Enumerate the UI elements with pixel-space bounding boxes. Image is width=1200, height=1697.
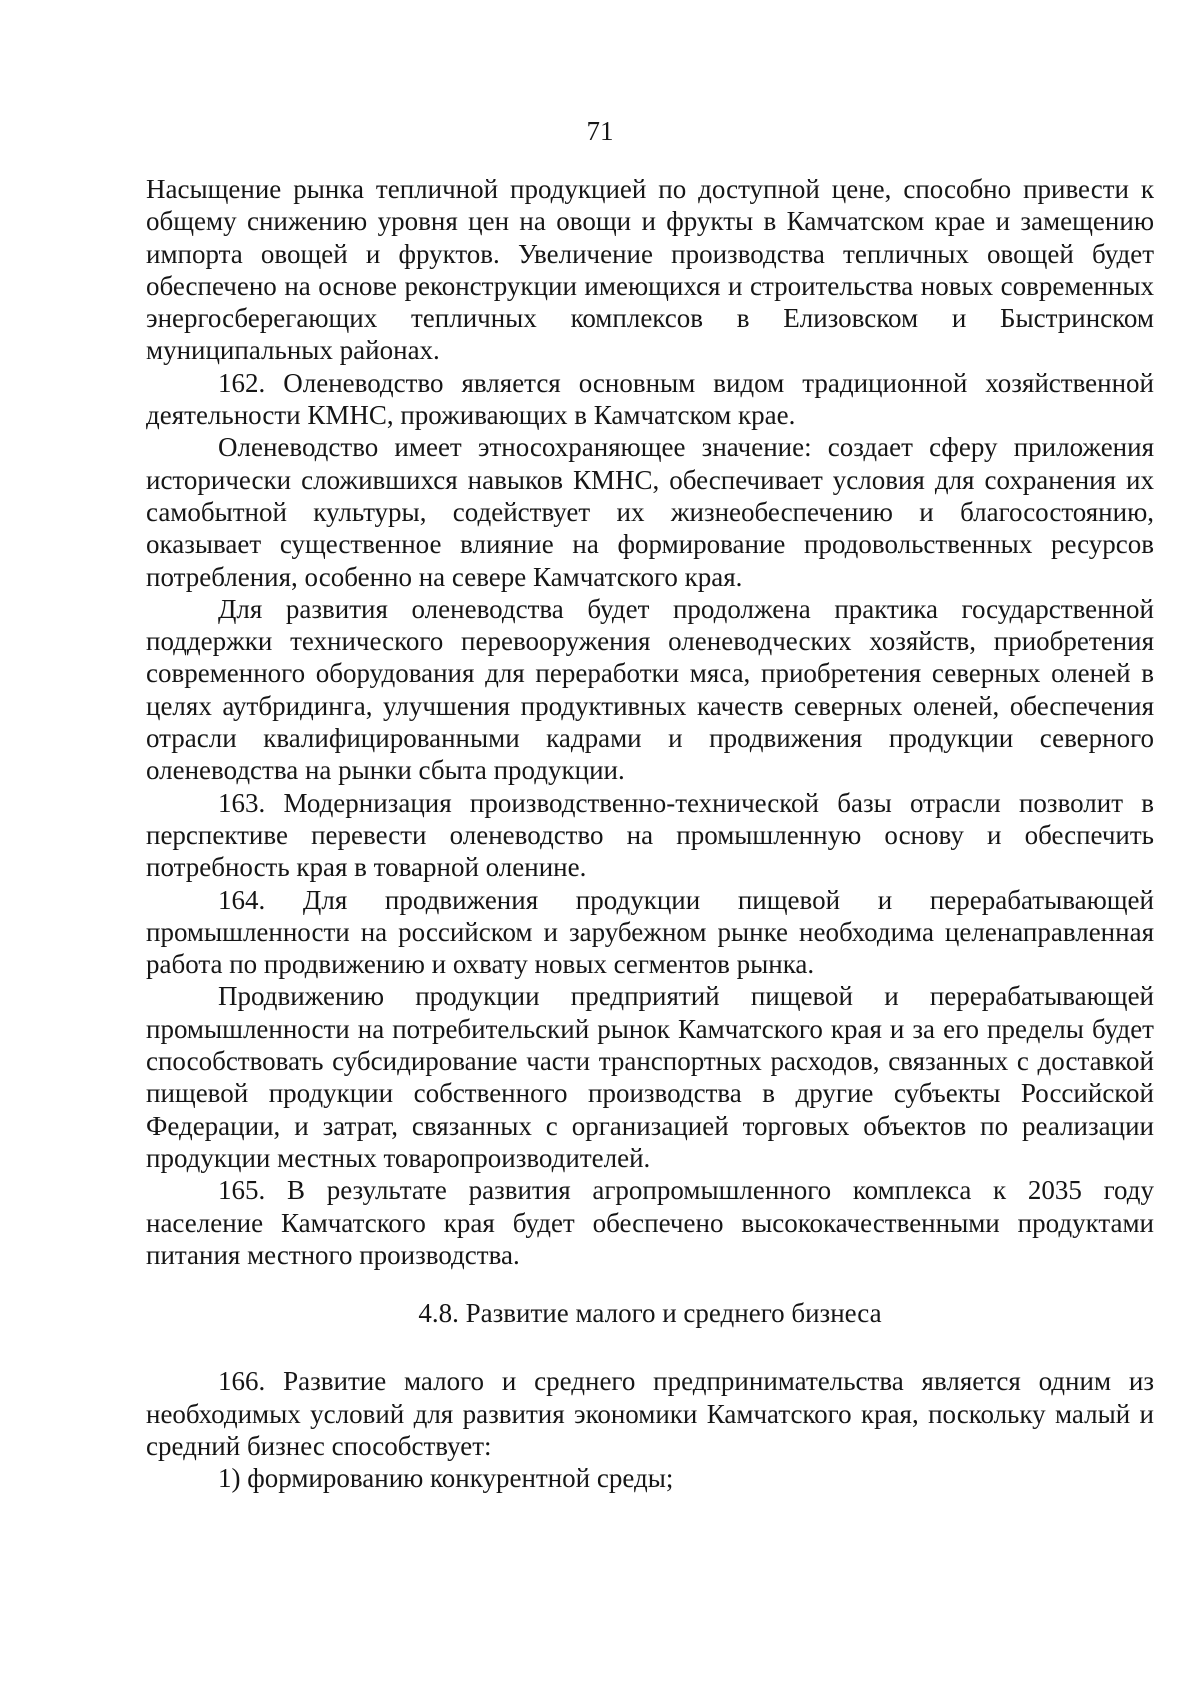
paragraph-166: 166. Развитие малого и среднего предпринимательства является одним из необходимых условий для развития экономики Камчатского края, поскольку малый и средний бизнес способствует: [146,1366,1154,1461]
section-heading: 4.8. Развитие малого и среднего бизнеса [418,1298,882,1329]
document-body [146,173,1154,1495]
paragraph-greenhouse-market: Насыщение рынка тепличной продукцией по доступной цене, способно привести к общему снижению уровня цен на овощи и фрукты в Камчатском крае и замещению импорта овощей и фруктов. Увеличение производства тепличных овощей будет обеспечено на основе реконструкции имеющихся и строительства новых современных энергосберегающих тепличных комплексов в Елизовском и Быстринском муниципальных районах. [146,174,1154,366]
paragraph-reindeer-support: Для развития оленеводства будет продолжена практика государственной поддержки технического перевооружения оленеводческих хозяйств, приобретения современного оборудования для переработки мяса, приобретения северных оленей в целях аутбридинга, улучшения продуктивных качеств северных оленей, обеспечения отрасли квалифицированными кадрами и продвижения продукции северного оленеводства на рынки сбыта продукции. [146,593,1154,786]
paragraph-165: 165. В результате развития агропромышленного комплекса к 2035 году население Камчатского края будет обеспечено высококачественными продуктами питания местного производства. [146,1175,1154,1270]
paragraph-food-promotion: Продвижению продукции предприятий пищевой и перерабатывающей промышленности на потребительский рынок Камчатского края и за его пределы будет способствовать субсидирование части транспортных расходов, связанных с доставкой пищевой продукции собственного производства в другие субъекты Российской Федерации, и затрат, связанных с организацией торговых объектов по реализации продукции местных товаропроизводителей. [146,981,1154,1173]
paragraph-162: 162. Оленеводство является основным видом традиционной хозяйственной деятельности КМНС, проживающих в Камчатском крае. [146,367,1154,431]
paragraph-164: 164. Для продвижения продукции пищевой и перерабатывающей промышленности на российском и зарубежном рынке необходима целенаправленная работа по продвижению и охвату новых сегментов рынка. [146,884,1154,980]
paragraph-reindeer-value: Оленеводство имеет этносохраняющее значение: создает сферу приложения исторически сложившихся навыков КМНС, обеспечивает условия для сохранения их самобытной культуры, содействует их жизнеобеспечению и благосостоянию, оказывает существенное влияние на формирование продовольственных ресурсов потребления, особенно на севере Камчатского края. [146,432,1154,592]
paragraph-163: 163. Модернизация производственно-технической базы отрасли позволит в перспективе перевести оленеводство на промышленную основу и обеспечить потребность края в товарной оленине. [146,787,1154,883]
list-item-1: 1) формированию конкурентной среды; [218,1463,674,1494]
page-number: 71 [586,116,614,146]
